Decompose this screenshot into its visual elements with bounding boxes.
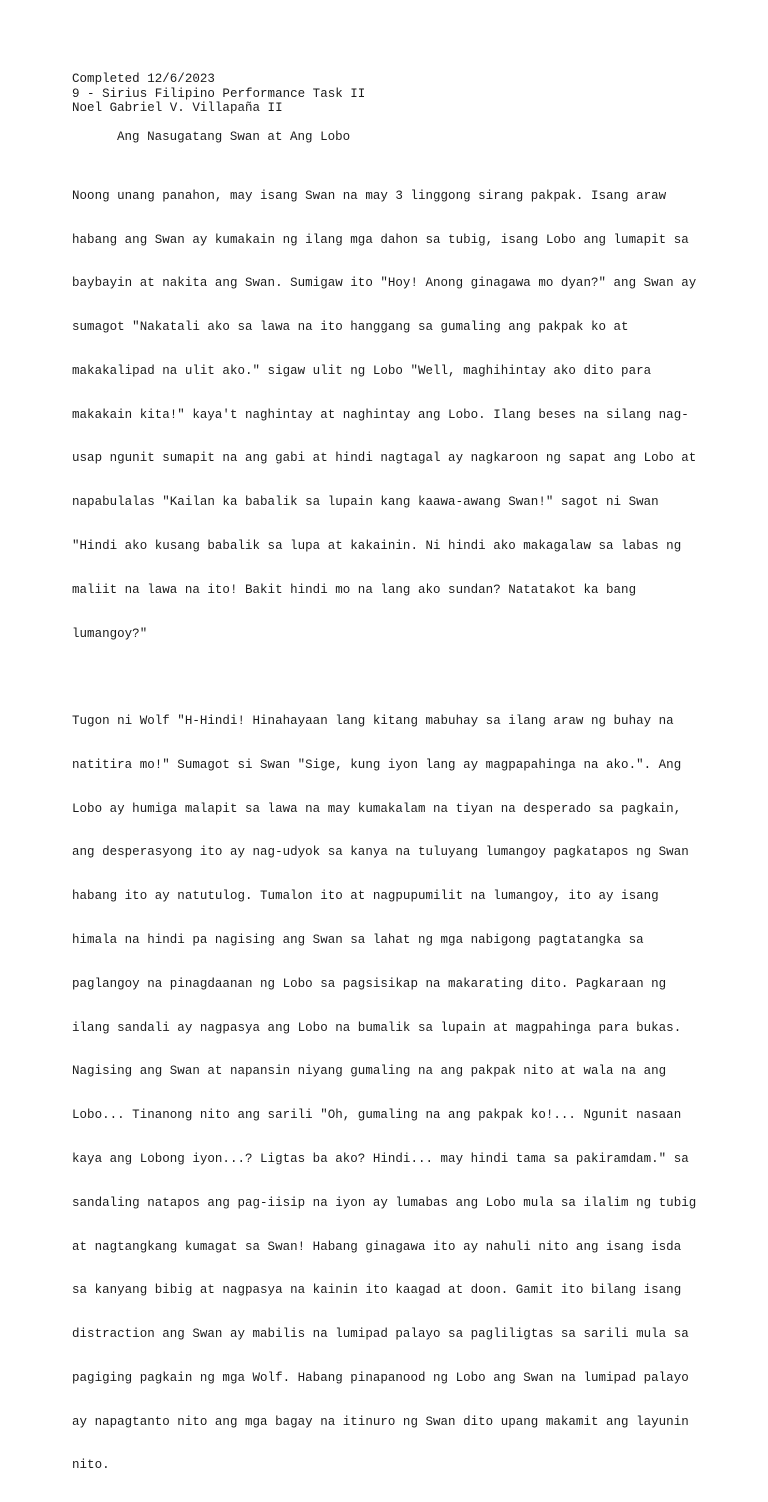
text-line: ay napagtanto nito ang mga bagay na itinuro ng Swan dito upang makamit ang layunin: [72, 1414, 689, 1429]
text-line: at nagtangkang kumagat sa Swan! Habang ginagawa ito ay nahuli nito ang isang isda: [72, 1239, 682, 1254]
text-line: habang ito ay natutulog. Tumalon ito at nagpupumilit na lumangoy, ito ay isang: [72, 889, 659, 904]
course-line: 9 - Sirius Filipino Performance Task II: [72, 86, 366, 101]
text-line: Noong unang panahon, may isang Swan na may 3 linggong sirang pakpak. Isang araw: [72, 188, 667, 203]
completed-date: Completed 12/6/2023: [72, 72, 215, 86]
paragraph-2: [72, 685, 697, 1502]
author-name: Noel Gabriel V. Villapaña II: [72, 101, 283, 116]
text-line: "Hindi ako kusang babalik sa lupa at kakainin. Ni hindi ako makagalaw sa labas ng: [72, 539, 682, 553]
text-line: paglangoy na pinagdaanan ng Lobo sa pagsisikap na makarating dito. Pagkaraan ng: [72, 976, 667, 991]
text-line: natitira mo!" Sumagot si Swan "Sige, kung iyon lang ay magpapahinga na ako.". Ang: [72, 757, 682, 772]
text-line: makakalipad na ulit ako." sigaw ulit ng Lobo "Well, maghihintay ako dito para: [72, 363, 652, 378]
text-line: usap ngunit sumapit na ang gabi at hindi nagtagal ay nagkaroon ng sapat ang Lobo at: [72, 451, 697, 466]
text-line: baybayin at nakita ang Swan. Sumigaw ito "Hoy! Anong ginagawa mo dyan?" ang Swan ay: [72, 276, 697, 291]
text-line: sumagot "Nakatali ako sa lawa na ito hanggang sa gumaling ang pakpak ko at: [72, 320, 629, 335]
text-line: sandaling natapos ang pag-iisip na iyon ay lumabas ang Lobo mula sa ilalim ng tubig: [72, 1195, 697, 1210]
text-line: ilang sandali ay nagpasya ang Lobo na bumalik sa lupain at magpahinga para bukas.: [72, 1020, 682, 1035]
text-line: napabulalas "Kailan ka babalik sa lupain kang kaawa-awang Swan!" sagot ni Swan: [72, 495, 659, 510]
text-line: distraction ang Swan ay mabilis na lumipad palayo sa pagliligtas sa sarili mula sa: [72, 1327, 689, 1342]
text-line: ang desperasyong ito ay nag-udyok sa kanya na tuluyang lumangoy pagkatapos ng Swan: [72, 845, 689, 860]
text-line: maliit na lawa na ito! Bakit hindi mo na lang ako sundan? Natatakot ka bang: [72, 582, 637, 597]
text-line: Lobo ay humiga malapit sa lawa na may kumakalam na tiyan na desperado sa pagkain,: [72, 801, 682, 816]
text-line: sa kanyang bibig at nagpasya na kainin ito kaagad at doon. Gamit ito bilang isang: [72, 1283, 682, 1298]
text-line: himala na hindi pa nagising ang Swan sa lahat ng mga nabigong pagtatangka sa: [72, 933, 644, 948]
paragraph-1: [72, 160, 697, 671]
text-line: Lobo... Tinanong nito ang sarili "Oh, gumaling na ang pakpak ko!... Ngunit nasaan: [72, 1108, 682, 1123]
text-line: Tugon ni Wolf "H-Hindi! Hinahayaan lang kitang mabuhay sa ilang araw ng buhay na: [72, 714, 674, 729]
text-line: kaya ang Lobong iyon...? Ligtas ba ako? Hindi... may hindi tama sa pakiramdam." sa: [72, 1151, 689, 1166]
text-line: pagiging pagkain ng mga Wolf. Habang pinapanood ng Lobo ang Swan na lumipad palayo: [72, 1370, 689, 1385]
text-line: nito.: [72, 1458, 110, 1473]
story-title: Ang Nasugatang Swan at Ang Lobo: [117, 130, 351, 145]
document-page: [72, 72, 697, 1502]
text-line: habang ang Swan ay kumakain ng ilang mga dahon sa tubig, isang Lobo ang lumapit sa: [72, 232, 689, 247]
text-line: makakain kita!" kaya't naghintay at naghintay ang Lobo. Ilang beses na silang nag-: [72, 407, 689, 422]
text-line: Nagising ang Swan at napansin niyang gumaling na ang pakpak nito at wala na ang: [72, 1064, 667, 1079]
text-line: lumangoy?": [72, 626, 148, 641]
